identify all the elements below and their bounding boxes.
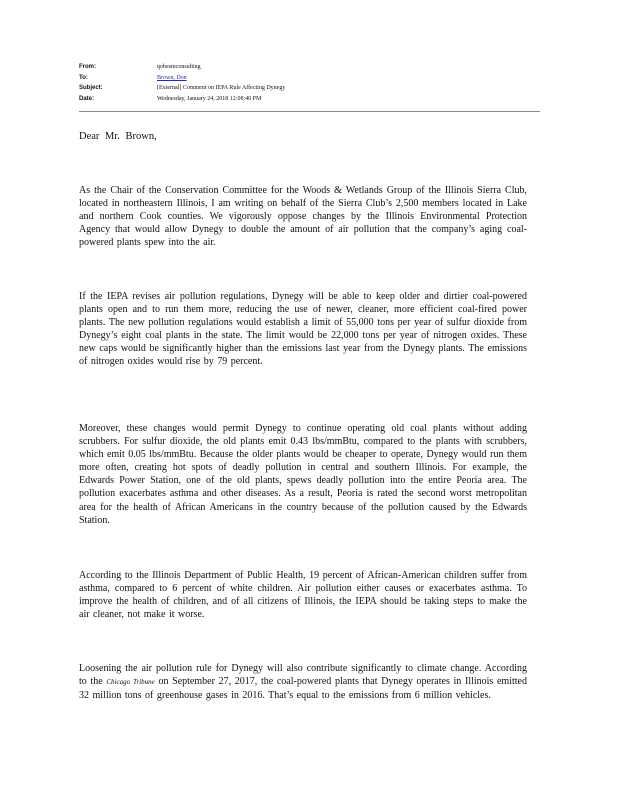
date-label: Date: bbox=[79, 95, 95, 102]
paragraph-5-text-a: Loosening the air pollution rule for Dynegy will also contribute significantly to climate change. According to the bbox=[79, 663, 527, 688]
paragraph-4: According to the Illinois Department of Public Health, 19 percent of African-American children suffer from asthma, compared to 6 percent of white children. Air pollution either causes or exacerbates asthma. To improve the health of children, and of all citizens of Illinois, the IEPA should be taking steps to make the air cleaner, not make it worse. bbox=[79, 570, 527, 621]
paragraph-2: If the IEPA revises air pollution regulations, Dynegy will be able to keep older and dirtier coal-powered plants open and to run them more, reducing the use of newer, cleaner, more efficient coal-fired power plants. The new pollution regulations would establish a limit of 55,000 tons per year of sulfur dioxide from Dynegy’s eight coal plants in the state. The limit would be 22,000 tons per year of nitrogen oxides. These new caps would be significantly higher than the emissions last year from the Dynegy plants. The emissions of nitrogen oxides would rise by 79 percent. bbox=[79, 291, 527, 368]
header-from-row bbox=[79, 62, 539, 73]
date-value: Wednesday, January 24, 2018 12:08:40 PM bbox=[157, 95, 262, 102]
header-subject-row bbox=[79, 83, 539, 94]
letter-greeting: Dear Mr. Brown, bbox=[79, 131, 157, 142]
from-value: qobesmconsulting bbox=[157, 64, 201, 70]
header-to-row bbox=[79, 73, 539, 84]
from-label: From: bbox=[79, 64, 96, 70]
header-date-row bbox=[79, 94, 539, 105]
to-label: To: bbox=[79, 74, 88, 81]
subject-label: Subject: bbox=[79, 85, 103, 91]
paragraph-5-text-b: on September 27, 2017, the coal-powered plants that Dynegy operates in Illinois emitted 32 million tons of greenhouse gases in 2016. That’s equal to the emissions from 6 million vehicles. bbox=[79, 676, 527, 702]
email-header bbox=[79, 62, 539, 104]
paragraph-3: Moreover, these changes would permit Dynegy to continue operating old coal plants without adding scrubbers. For sulfur dioxide, the old plants emit 0.43 lbs/mmBtu, compared to the plants with scrubbers, which emit 0.05 lbs/mmBtu. Because the older plants would be cheaper to operate, Dynegy would run them more often, creating hot spots of deadly pollution in central and southern Illinois. For example, the Edwards Power Station, one of the old plants, spews deadly pollution into the entire Peoria area. The pollution exacerbates asthma and other diseases. As a result, Peoria is rated the second worst metropolitan area for the health of African Americans in the country because of the pollution caused by the Edwards Station. bbox=[79, 423, 527, 526]
paragraph-1: As the Chair of the Conservation Committee for the Woods & Wetlands Group of the Illinois Sierra Club, located in northeastern Illinois, I am writing on behalf of the Sierra Club’s 2,500 members located in Lake and northern Cook counties. We vigorously oppose changes by the Illinois Environmental Protection Agency that would allow Dynegy to double the amount of air pollution that the company’s aging coal-powered plants spew into the air. bbox=[79, 185, 527, 249]
newspaper-title: Chicago Tribune bbox=[106, 678, 155, 687]
to-value-link[interactable]: Brown, Don bbox=[157, 74, 187, 81]
paragraph-5 bbox=[79, 662, 527, 702]
subject-value: [External] Comment on IEPA Rule Affecting Dynegy bbox=[157, 85, 286, 91]
header-divider bbox=[79, 111, 540, 112]
